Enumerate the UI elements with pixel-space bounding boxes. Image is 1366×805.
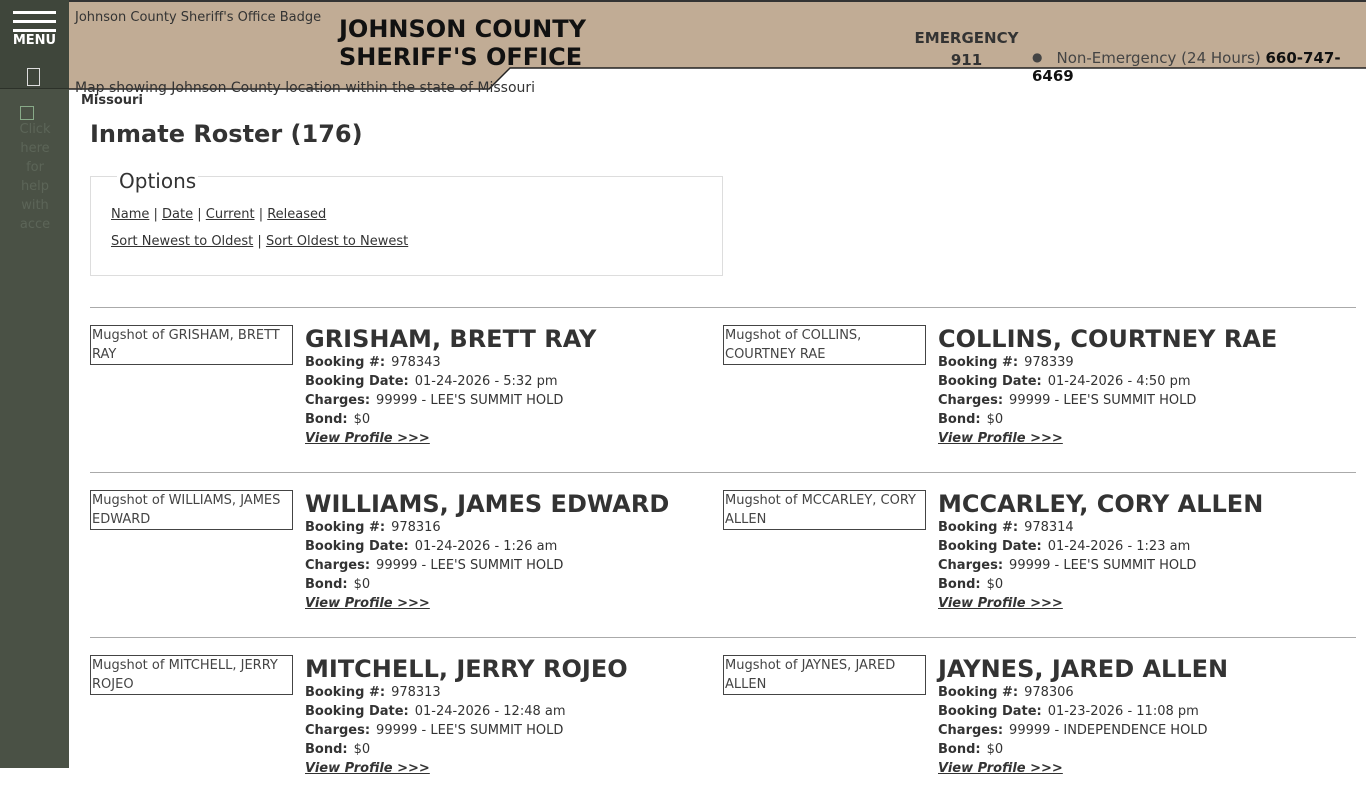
field-value: 99999 - LEE'S SUMMIT HOLD: [376, 558, 564, 573]
field-value: 01-24-2026 - 5:32 pm: [414, 374, 558, 389]
bond: [938, 742, 1003, 757]
field-label: Booking Date:: [305, 704, 409, 719]
field-value: 978316: [391, 520, 441, 535]
field-value: 99999 - LEE'S SUMMIT HOLD: [1009, 558, 1197, 573]
booking-number: [305, 355, 441, 370]
inmate-card: [90, 655, 710, 805]
field-label: Bond:: [938, 412, 981, 427]
field-value: $0: [986, 412, 1004, 427]
field-value: $0: [353, 577, 371, 592]
inmate-name: MCCARLEY, CORY ALLEN: [938, 490, 1264, 518]
site-title[interactable]: [339, 15, 586, 71]
field-value: 978343: [391, 355, 441, 370]
field-label: Bond:: [305, 742, 348, 757]
mugshot-image[interactable]: Mugshot of MITCHELL, JERRY ROJEO: [90, 655, 293, 695]
inmate-name: JAYNES, JARED ALLEN: [938, 655, 1229, 683]
help-alt-text: Click here for help with acce: [19, 122, 51, 232]
booking-number: [938, 520, 1074, 535]
booking-number: [938, 355, 1074, 370]
bullet: ●: [1032, 50, 1043, 64]
non-emergency-info: [1032, 49, 1366, 85]
field-value: 01-24-2026 - 12:48 am: [414, 704, 566, 719]
menu-label: MENU: [12, 33, 57, 48]
charges: [938, 723, 1208, 738]
field-label: Booking Date:: [938, 539, 1042, 554]
field-value: $0: [353, 742, 371, 757]
field-label: Charges:: [305, 558, 371, 573]
inmate-name: WILLIAMS, JAMES EDWARD: [305, 490, 670, 518]
filter-name-link[interactable]: Name: [111, 207, 150, 222]
view-profile-link[interactable]: View Profile >>>: [938, 761, 1063, 776]
title-line: JOHNSON COUNTY: [339, 15, 586, 43]
field-label: Bond:: [305, 412, 348, 427]
non-emergency-label: Non-Emergency (24 Hours): [1056, 49, 1261, 67]
field-label: Bond:: [938, 742, 981, 757]
field-label: Booking #:: [305, 520, 386, 535]
booking-date: [305, 704, 566, 719]
inmate-card: [723, 325, 1343, 475]
field-value: 978313: [391, 685, 441, 700]
booking-date: [938, 374, 1191, 389]
view-profile-link[interactable]: View Profile >>>: [305, 431, 430, 446]
bond: [305, 412, 370, 427]
mugshot-image[interactable]: Mugshot of GRISHAM, BRETT RAY: [90, 325, 293, 365]
field-value: 01-24-2026 - 1:23 am: [1047, 539, 1191, 554]
sort-links: Sort Newest to Oldest | Sort Oldest to Newest: [111, 234, 409, 249]
field-value: 01-24-2026 - 4:50 pm: [1047, 374, 1191, 389]
charges: [305, 723, 563, 738]
charges: [938, 558, 1196, 573]
charges: [938, 393, 1196, 408]
field-label: Booking #:: [305, 685, 386, 700]
filter-links: Name | Date | Current | Released: [111, 207, 327, 222]
mugshot-image[interactable]: Mugshot of JAYNES, JARED ALLEN: [723, 655, 926, 695]
field-value: $0: [986, 742, 1004, 757]
field-label: Booking #:: [938, 355, 1019, 370]
hamburger-icon: [13, 20, 56, 23]
filter-current-link[interactable]: Current: [205, 207, 255, 222]
booking-number: [938, 685, 1074, 700]
booking-date: [938, 704, 1199, 719]
view-profile-link[interactable]: View Profile >>>: [305, 596, 430, 611]
field-value: 99999 - LEE'S SUMMIT HOLD: [1009, 393, 1197, 408]
bond: [305, 742, 370, 757]
field-label: Charges:: [938, 393, 1004, 408]
inmate-name: MITCHELL, JERRY ROJEO: [305, 655, 628, 683]
field-label: Booking #:: [305, 355, 386, 370]
inmate-name: COLLINS, COURTNEY RAE: [938, 325, 1278, 353]
view-profile-link[interactable]: View Profile >>>: [305, 761, 430, 776]
sort-newest-link[interactable]: Sort Newest to Oldest: [111, 234, 254, 249]
filter-released-link[interactable]: Released: [267, 207, 327, 222]
bond: [938, 577, 1003, 592]
broken-image-icon: [20, 106, 34, 120]
divider: [90, 307, 1356, 308]
field-label: Bond:: [305, 577, 348, 592]
phone-icon[interactable]: [27, 68, 40, 86]
inmate-card: [90, 325, 710, 475]
field-value: 978339: [1024, 355, 1074, 370]
field-label: Booking Date:: [938, 704, 1042, 719]
mugshot-image[interactable]: Mugshot of WILLIAMS, JAMES EDWARD: [90, 490, 293, 530]
field-value: $0: [353, 412, 371, 427]
inmate-name: GRISHAM, BRETT RAY: [305, 325, 597, 353]
non-emergency-number[interactable]: 660-747-6469: [1032, 49, 1341, 85]
emergency-info: [909, 27, 1024, 71]
booking-date: [305, 539, 557, 554]
field-value: 978306: [1024, 685, 1074, 700]
badge-image[interactable]: Johnson County Sheriff's Office Badge: [75, 10, 322, 25]
sort-oldest-link[interactable]: Sort Oldest to Newest: [265, 234, 409, 249]
field-label: Booking Date:: [938, 374, 1042, 389]
field-label: Booking Date:: [305, 374, 409, 389]
hamburger-icon: [13, 29, 56, 32]
field-label: Booking Date:: [305, 539, 409, 554]
state-label: Missouri: [81, 93, 143, 108]
charges: [305, 393, 563, 408]
inmate-card: [723, 655, 1343, 805]
title-line: SHERIFF'S OFFICE: [339, 43, 583, 71]
field-label: Charges:: [305, 393, 371, 408]
view-profile-link[interactable]: View Profile >>>: [938, 596, 1063, 611]
booking-number: [305, 685, 441, 700]
mugshot-image[interactable]: Mugshot of COLLINS, COURTNEY RAE: [723, 325, 926, 365]
help-link[interactable]: [18, 106, 52, 234]
booking-number: [305, 520, 441, 535]
field-value: 99999 - LEE'S SUMMIT HOLD: [376, 723, 564, 738]
emergency-label: EMERGENCY: [914, 29, 1019, 47]
page-title: Inmate Roster (176): [90, 120, 363, 148]
inmate-card: [723, 490, 1343, 640]
site-header: [69, 0, 1366, 90]
field-label: Charges:: [938, 558, 1004, 573]
booking-date: [938, 539, 1190, 554]
bond: [305, 577, 370, 592]
charges: [305, 558, 563, 573]
emergency-number[interactable]: 911: [950, 51, 983, 69]
view-profile-link[interactable]: View Profile >>>: [938, 431, 1063, 446]
booking-date: [305, 374, 558, 389]
menu-button[interactable]: [0, 0, 69, 89]
options-legend: Options: [119, 169, 197, 193]
field-label: Booking #:: [938, 520, 1019, 535]
hamburger-icon: [13, 11, 56, 14]
mugshot-image[interactable]: Mugshot of MCCARLEY, CORY ALLEN: [723, 490, 926, 530]
field-value: 99999 - INDEPENDENCE HOLD: [1009, 723, 1208, 738]
field-label: Charges:: [938, 723, 1004, 738]
bond: [938, 412, 1003, 427]
field-label: Booking #:: [938, 685, 1019, 700]
field-value: 01-24-2026 - 1:26 am: [414, 539, 558, 554]
field-label: Bond:: [938, 577, 981, 592]
filter-date-link[interactable]: Date: [162, 207, 194, 222]
county-map-image: Map showing Johnson County location within the state of Missouri: [75, 80, 536, 96]
field-value: 978314: [1024, 520, 1074, 535]
inmate-card: [90, 490, 710, 640]
field-label: Charges:: [305, 723, 371, 738]
field-value: $0: [986, 577, 1004, 592]
sidebar: [0, 0, 69, 768]
options-panel: [90, 169, 723, 276]
field-value: 99999 - LEE'S SUMMIT HOLD: [376, 393, 564, 408]
field-value: 01-23-2026 - 11:08 pm: [1047, 704, 1199, 719]
